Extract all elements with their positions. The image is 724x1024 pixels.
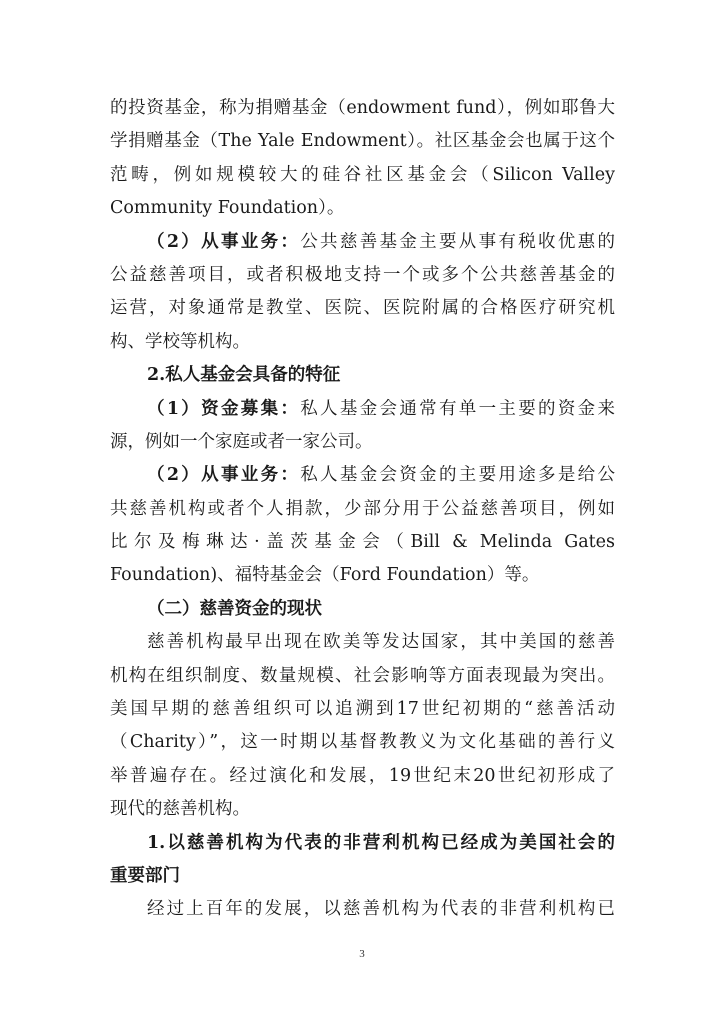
text-line-19: 美国早期的慈善组织可以追溯到17世纪初期的“慈善活动 — [110, 699, 615, 720]
section-heading-nonprofit-cont: 重要部门 — [110, 865, 180, 886]
text-line-13: 共慈善机构或者个人捐款，少部分用于公益慈善项目，例如 — [110, 498, 615, 519]
text-line-2: 学捐赠基金（The Yale Endowment）。社区基金会也属于这个 — [110, 131, 615, 152]
text-line-12: （2）从事业务：私人基金会资金的主要用途多是给公 — [147, 465, 615, 486]
text-line-3: 范畴，例如规模较大的硅谷社区基金会（Silicon Valley — [110, 164, 615, 185]
text-line-11: 源，例如一个家庭或者一家公司。 — [110, 431, 373, 452]
text-line-1: 的投资基金，称为捐赠基金（endowment fund），例如耶鲁大 — [110, 98, 615, 118]
text-line-22: 现代的慈善机构。 — [110, 799, 250, 820]
text-line-17: 慈善机构最早出现在欧美等发达国家，其中美国的慈善 — [147, 632, 615, 653]
section-heading-private-foundation: 2.私人基金会具备的特征 — [147, 365, 341, 386]
section-heading-charity-funds: （二）慈善资金的现状 — [147, 598, 322, 619]
text-line-15: Foundation)、福特基金会（Ford Foundation）等。 — [110, 565, 540, 586]
text-line-25: 经过上百年的发展，以慈善机构为代表的非营利机构已 — [147, 899, 615, 920]
text-line-18: 机构在组织制度、数量规模、社会影响等方面表现最为突出。 — [110, 665, 615, 686]
subheading-business: （2）从事业务： — [147, 231, 301, 252]
text-line-5: （2）从事业务：公共慈善基金主要从事有税收优惠的 — [147, 231, 615, 252]
document-page — [110, 92, 615, 927]
text-line-6: 公益慈善项目，或者积极地支持一个或多个公共慈善基金的 — [110, 264, 615, 285]
text-line-21: 举普遍存在。经过演化和发展，19世纪末20世纪初形成了 — [110, 765, 615, 786]
subheading-business-private: （2）从事业务： — [147, 465, 301, 486]
text-line-20: （Charity）”，这一时期以基督教教义为文化基础的善行义 — [110, 732, 615, 753]
text-line-7: 运营，对象通常是教堂、医院、医院附属的合格医疗研究机 — [110, 298, 615, 319]
text-line-8: 构、学校等机构。 — [110, 331, 250, 352]
text-line-14: 比尔及梅琳达·盖茨基金会（Bill & Melinda Gates — [110, 532, 615, 553]
text-line-10: （1）资金募集：私人基金会通常有单一主要的资金来 — [147, 398, 615, 419]
section-heading-nonprofit: 1.以慈善机构为代表的非营利机构已经成为美国社会的 — [147, 832, 615, 853]
page-number: 3 — [359, 948, 365, 960]
subheading-fundraising: （1）资金募集： — [147, 398, 301, 419]
text-line-4: Community Foundation）。 — [110, 198, 345, 219]
